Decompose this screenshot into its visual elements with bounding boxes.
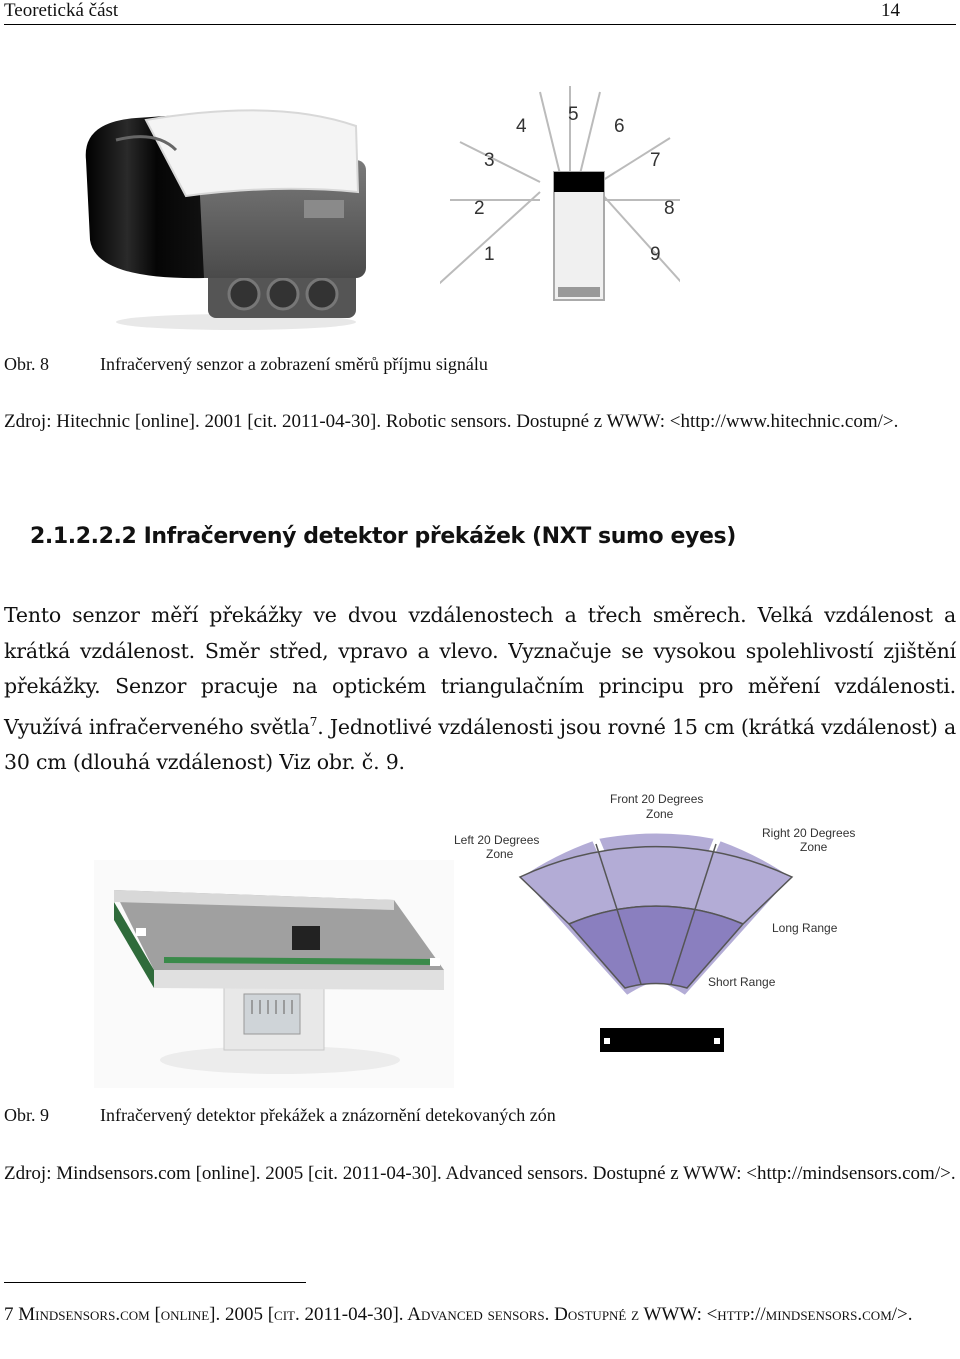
direction-label-7: 7: [650, 150, 661, 171]
direction-label-1: 1: [484, 244, 495, 265]
zone-label-front-2: Zone: [646, 807, 674, 821]
figure-8-number: Obr. 8: [4, 354, 49, 374]
footnote-separator: [4, 1282, 306, 1283]
zone-label-left-2: Zone: [486, 847, 514, 861]
figure-9-source: Zdroj: Mindsensors.com [online]. 2005 [cit. 2011-04-30]. Advanced sensors. Dostupné z WWW: <http://mindsensors.com/>.: [4, 1163, 956, 1184]
footnote: [4, 1300, 956, 1330]
figure-9-caption-text: Infračervený detektor překážek a znázornění detekovaných zón: [100, 1105, 556, 1125]
zone-label-front-1: Front 20 Degrees: [610, 792, 704, 806]
sumo-eyes-photo: [94, 860, 454, 1088]
signal-direction-diagram: [440, 82, 680, 322]
figure-8-caption-text: Infračervený senzor a zobrazení směrů příjmu signálu: [100, 354, 488, 374]
zone-label-short-range: Short Range: [708, 975, 776, 989]
zone-label-right-2: Zone: [800, 840, 828, 854]
page-header: [4, 0, 956, 25]
section-title: Teoretická část: [4, 0, 119, 21]
direction-label-5: 5: [568, 104, 579, 125]
footnote-text: Mindsensors.com [online]. 2005 [cit. 2011-04-30]. Advanced sensors. Dostupné z WWW: <http://mindsensors.com/>.: [18, 1304, 913, 1325]
figure-8-source: Zdroj: Hitechnic [online]. 2001 [cit. 2011-04-30]. Robotic sensors. Dostupné z WWW: <http://www.hitechnic.com/>.: [4, 411, 899, 432]
sensor-bar: [600, 1028, 724, 1052]
body-text-part-1: Tento senzor měří překážky ve dvou vzdálenostech a třech směrech. Velká vzdálenost a krátká vzdálenost. Směr střed, vpravo a vlevo. Vyznačuje se vysokou spolehlivostí zjištění překážky. Senzor pracuje na optickém triangulačním principu pro měření vzdálenosti. Využívá infračerveného světla: [4, 603, 956, 739]
footnote-mark: 7: [4, 1304, 14, 1325]
sensor-head: [554, 172, 604, 192]
page-number: 14: [881, 0, 900, 21]
section-heading: 2.1.2.2.2 Infračervený detektor překážek (NXT sumo eyes): [30, 524, 736, 549]
figure-9-number: Obr. 9: [4, 1105, 49, 1125]
direction-label-8: 8: [664, 198, 675, 219]
direction-label-4: 4: [516, 116, 527, 137]
zone-label-right-1: Right 20 Degrees: [762, 826, 856, 840]
ir-seeker-photo: [76, 100, 376, 332]
body-text-part-2: . Jednotlivé vzdálenosti jsou rovné 15 cm (krátká vzdálenost) a 30 cm (dlouhá vzdálenost) Viz obr. č. 9.: [4, 714, 956, 774]
footnote-reference[interactable]: 7: [309, 714, 318, 729]
zone-label-long-range: Long Range: [772, 921, 838, 935]
direction-label-6: 6: [614, 116, 625, 137]
detection-zones-diagram: [446, 788, 886, 1058]
body-paragraph: [4, 598, 956, 781]
direction-label-2: 2: [474, 198, 485, 219]
zone-label-left-1: Left 20 Degrees: [454, 833, 540, 847]
direction-label-9: 9: [650, 244, 661, 265]
direction-label-3: 3: [484, 150, 495, 171]
